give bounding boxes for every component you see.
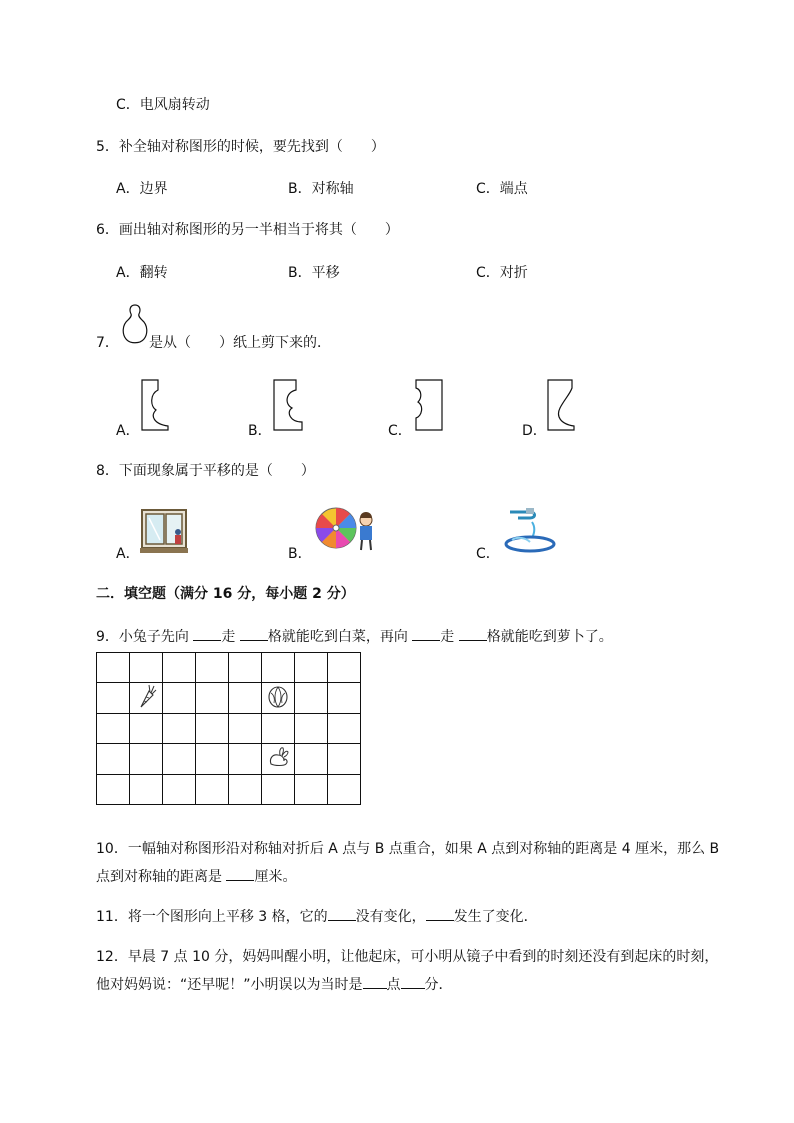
grid-row xyxy=(97,775,361,805)
q10-part-1: 点到对称轴的距离是 xyxy=(96,869,222,885)
window-icon xyxy=(140,508,190,554)
spinning-wheel-icon xyxy=(314,506,380,552)
q12-line-1: 12．早晨 7 点 10 分，妈妈叫醒小明，让他起床，可小明从镜子中看到的时刻还没有到起床的时刻， xyxy=(96,949,719,965)
q9-blank-1[interactable] xyxy=(193,626,221,641)
q6-option-a: A．翻转 xyxy=(116,265,168,281)
q7-option-c-figure xyxy=(412,378,446,434)
q4-option-c: C．电风扇转动 xyxy=(116,97,210,113)
q6-option-b: B．平移 xyxy=(288,265,340,281)
q9-part-1: 9．小兔子先向 xyxy=(96,629,189,645)
q8-stem: 8．下面现象属于平移的是（ ） xyxy=(96,463,315,479)
q9-part-2: 走 xyxy=(221,629,236,645)
grid-row xyxy=(97,683,361,714)
q11-blank-1[interactable] xyxy=(328,906,356,921)
q7-option-d-figure xyxy=(546,378,580,434)
q9-part-3: 格就能吃到白菜，再向 xyxy=(267,629,408,645)
q12-part-3: 分． xyxy=(424,977,453,993)
q6-stem: 6．画出轴对称图形的另一半相当于将其（ ） xyxy=(96,222,399,238)
q12-blank-2[interactable] xyxy=(401,974,425,989)
q8-option-c-label: C． xyxy=(476,546,500,562)
cabbage-icon xyxy=(266,683,290,709)
q7-number: 7． xyxy=(96,335,119,351)
q10-line-1: 10．一幅轴对称图形沿对称轴对折后 A 点与 B 点重合，如果 A 点到对称轴的距离是 4 厘米，那么 B xyxy=(96,841,720,857)
q9-blank-3[interactable] xyxy=(412,626,440,641)
q5-option-c: C．端点 xyxy=(476,181,528,197)
rabbit-cell xyxy=(262,744,295,775)
grid-row xyxy=(97,653,361,683)
q11-blank-2[interactable] xyxy=(426,906,454,921)
q8-option-a-label: A． xyxy=(116,546,140,562)
q9-part-5: 格就能吃到萝卜了。 xyxy=(486,629,613,645)
q11-question xyxy=(96,906,538,926)
q5-option-b: B．对称轴 xyxy=(288,181,354,197)
q6-option-c: C．对折 xyxy=(476,265,528,281)
rabbit-grid xyxy=(96,652,361,805)
q8-option-b-label: B． xyxy=(288,546,312,562)
grid-row xyxy=(97,744,361,775)
q10-part-2: 厘米。 xyxy=(254,869,297,885)
q9-blank-2[interactable] xyxy=(240,626,268,641)
q11-part-1: 11．将一个图形向上平移 3 格，它的 xyxy=(96,909,328,925)
q5-option-a: A．边界 xyxy=(116,181,168,197)
q12-blank-1[interactable] xyxy=(363,974,387,989)
q7-option-b-figure xyxy=(272,378,306,434)
section-2-heading: 二．填空题（满分 16 分，每小题 2 分） xyxy=(96,586,355,602)
q9-blank-4[interactable] xyxy=(459,626,487,641)
q7-option-c-label: C． xyxy=(388,423,412,439)
q12-line-2 xyxy=(96,974,453,994)
q10-line-2 xyxy=(96,866,296,886)
q10-blank[interactable] xyxy=(226,866,254,881)
q5-stem: 5．补全轴对称图形的时候，要先找到（ ） xyxy=(96,139,385,155)
carrot-cell xyxy=(130,683,163,714)
q11-part-2: 没有变化， xyxy=(355,909,426,925)
q7-stem: 是从（ ）纸上剪下来的． xyxy=(149,335,331,351)
q9-question xyxy=(96,626,613,646)
cabbage-cell xyxy=(262,683,295,714)
q7-option-a-figure xyxy=(140,378,174,434)
carrot-icon xyxy=(135,683,157,709)
q7-option-b-label: B． xyxy=(248,423,272,439)
q7-option-d-label: D． xyxy=(522,423,547,439)
q11-part-3: 发生了变化． xyxy=(453,909,538,925)
gourd-icon xyxy=(120,304,150,346)
faucet-icon xyxy=(500,504,556,554)
rabbit-icon xyxy=(265,744,291,770)
q12-part-1: 他对妈妈说：“还早呢！”小明误以为当时是 xyxy=(96,977,363,993)
q7-option-a-label: A． xyxy=(116,423,140,439)
grid-row xyxy=(97,714,361,744)
q9-part-4: 走 xyxy=(440,629,455,645)
q12-part-2: 点 xyxy=(386,977,401,993)
